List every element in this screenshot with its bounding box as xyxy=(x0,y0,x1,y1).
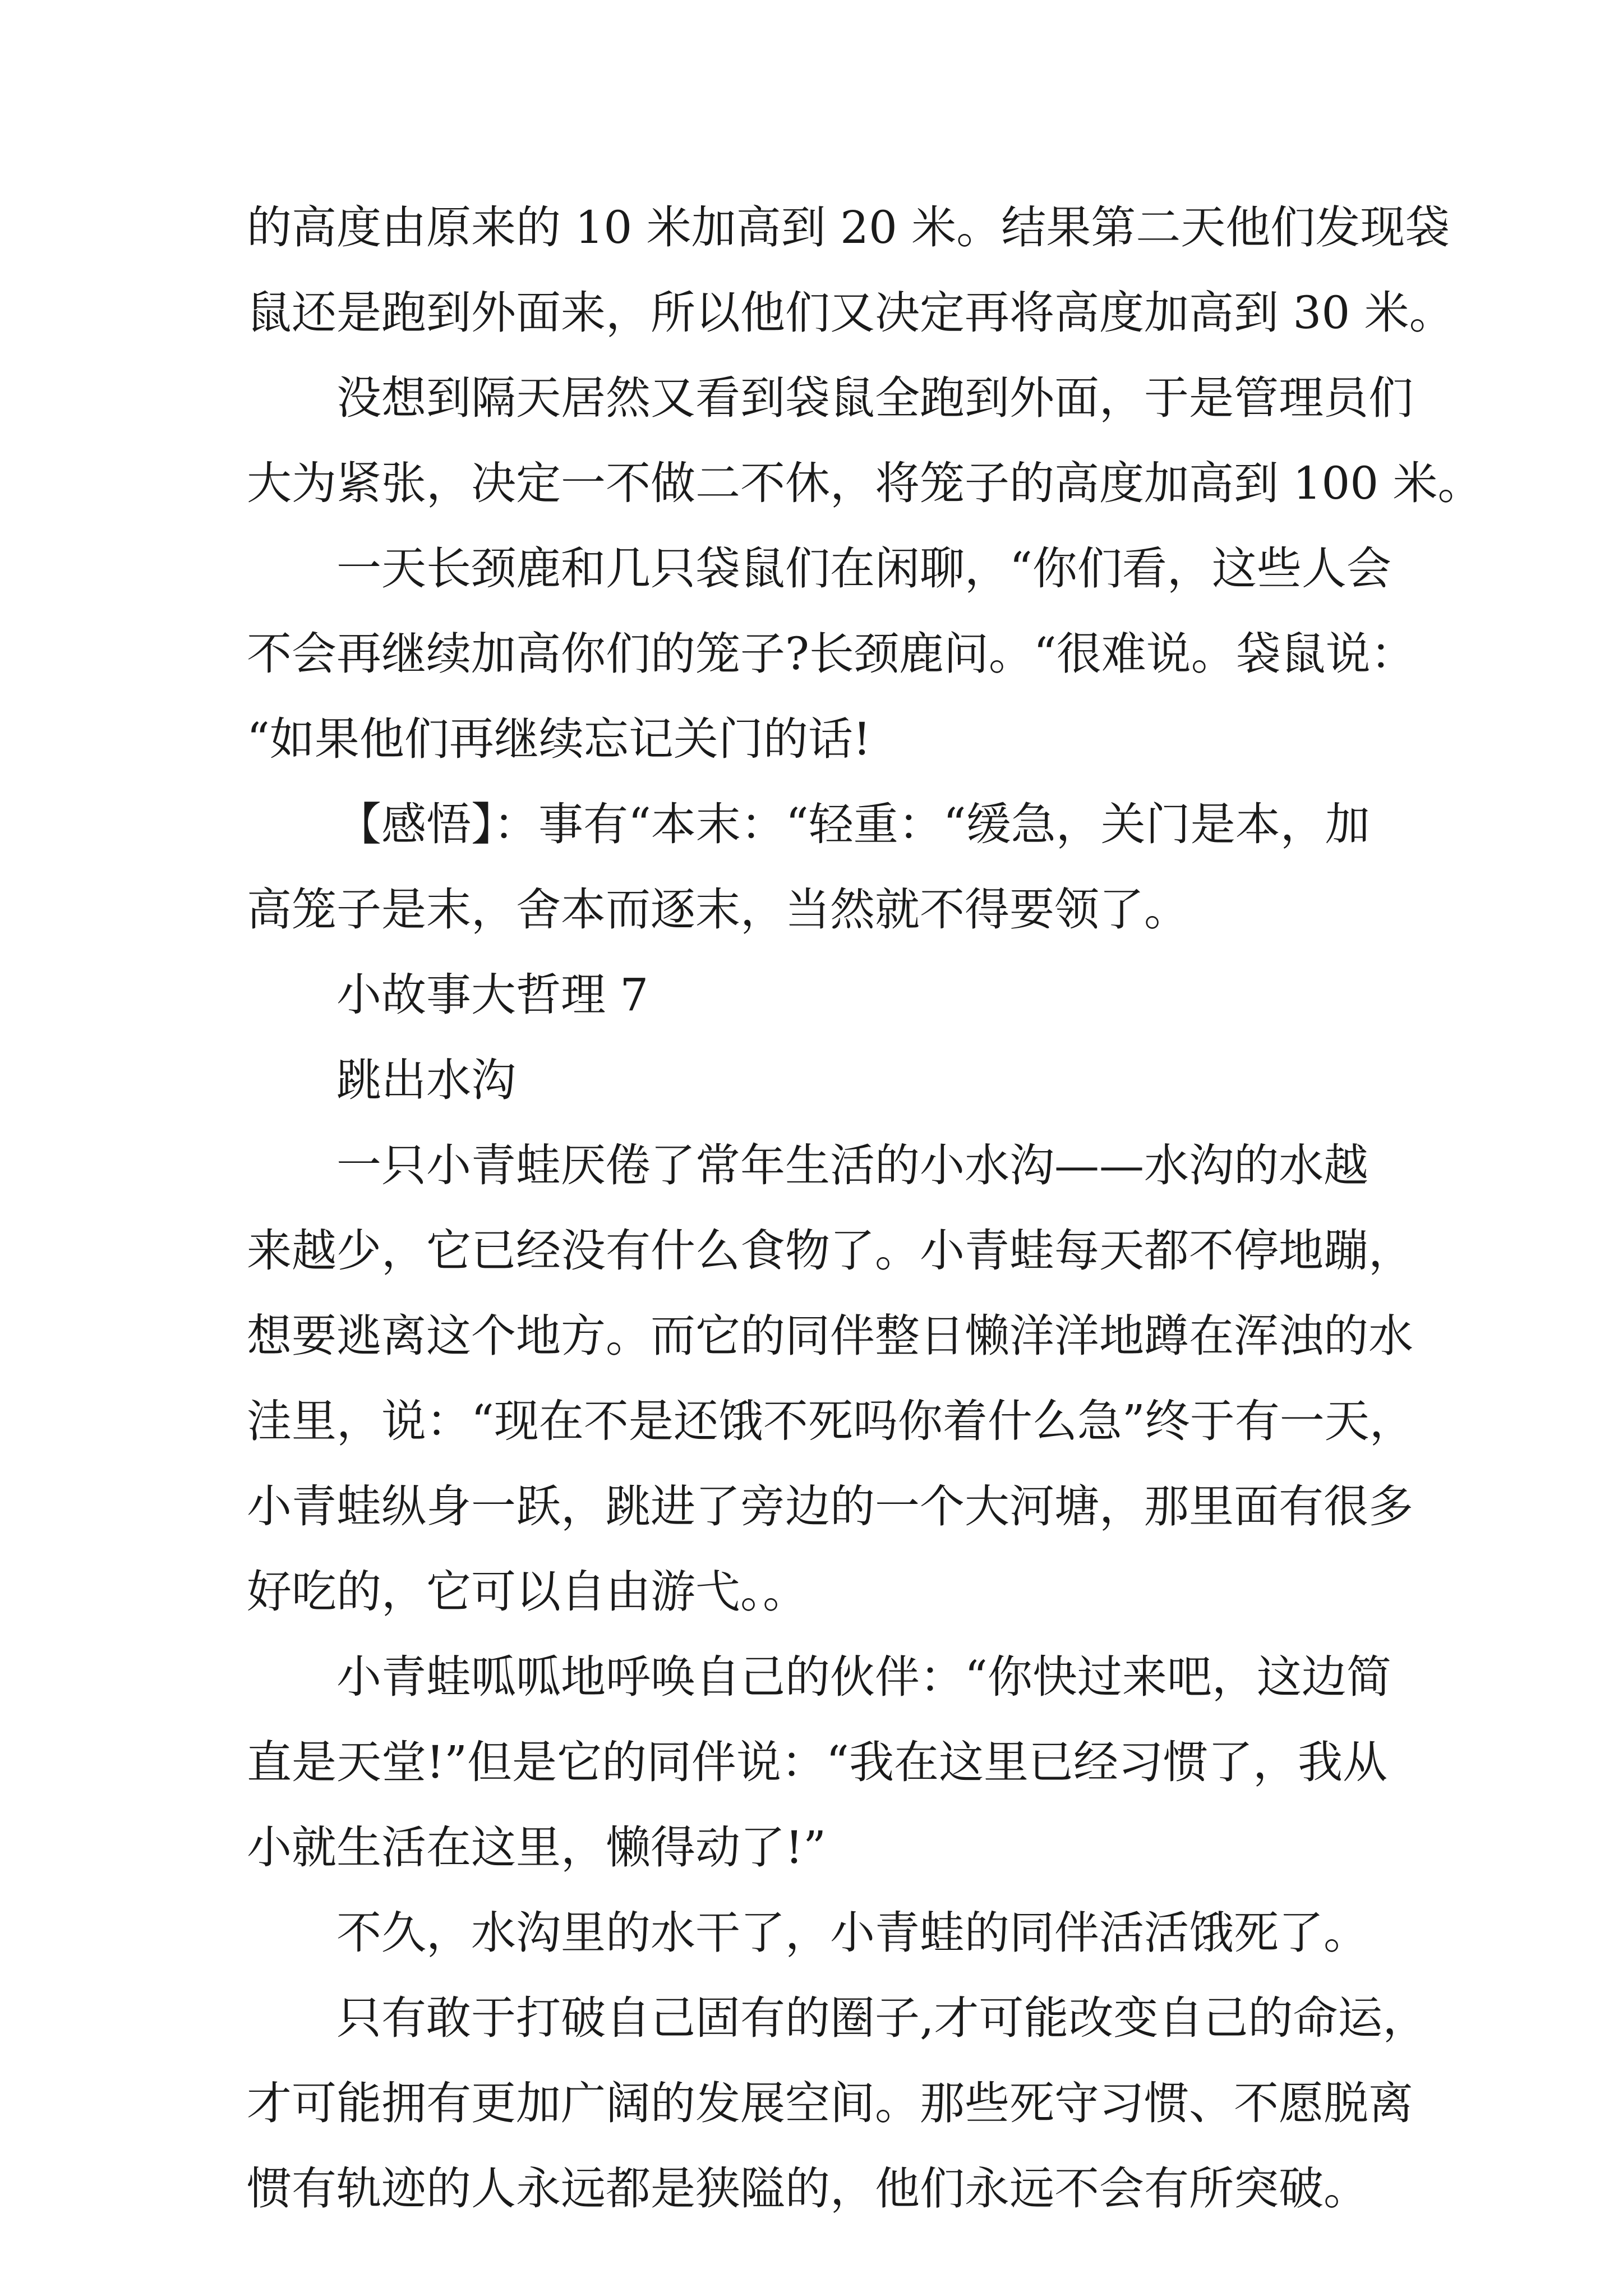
text-line: 来越少，它已经没有什么食物了。小青蛙每天都不停地蹦， xyxy=(247,1225,1413,1277)
text-line: 好吃的，它可以自由游弋。。 xyxy=(247,1566,808,1618)
text-line: 小故事大哲理 7 xyxy=(336,969,649,1021)
paragraph-10 xyxy=(247,1976,1428,2231)
text-line: 的高度由原来的 10 米加高到 20 米。结果第二天他们发现袋 xyxy=(247,201,1450,254)
text-line: 大为紧张，决定一不做二不休，将笼子的高度加高到 100 米。 xyxy=(247,457,1483,509)
paragraph-9 xyxy=(247,1890,1391,1976)
text-line: 【感悟】：事有“本末：“轻重：“缓急，关门是本，加 xyxy=(336,798,1370,850)
paragraph-1 xyxy=(247,185,1454,356)
text-line: 才可能拥有更加广阔的发展空间。那些死守习惯、不愿脱离 xyxy=(247,2077,1413,2129)
text-line: 不久，水沟里的水干了，小青蛙的同伴活活饿死了。 xyxy=(336,1907,1368,1959)
paragraph-8 xyxy=(247,1635,1391,1890)
text-line: 没想到隔天居然又看到袋鼠全跑到外面，于是管理员们 xyxy=(336,372,1413,424)
text-line: 一天长颈鹿和几只袋鼠们在闲聊，“你们看，这些人会 xyxy=(336,542,1391,595)
text-line: 洼里，说：“现在不是还饿不死吗你着什么急”终于有一天， xyxy=(247,1395,1414,1447)
text-line: 不会再继续加高你们的笼子?长颈鹿问。“很难说。袋鼠说： xyxy=(247,628,1415,680)
text-line: 小青蛙呱呱地呼唤自己的伙伴：“你快过来吧，这边简 xyxy=(336,1651,1391,1703)
paragraph-insight xyxy=(247,782,1391,953)
document-body xyxy=(247,185,1483,2231)
paragraph-7 xyxy=(247,1123,1414,1635)
text-line: 想要逃离这个地方。而它的同伴整日懒洋洋地蹲在浑浊的水 xyxy=(247,1310,1413,1362)
paragraph-3 xyxy=(247,526,1415,782)
text-line: “如果他们再继续忘记关门的话! xyxy=(247,713,872,765)
text-line: 鼠还是跑到外面来，所以他们又决定再将高度加高到 30 米。 xyxy=(247,287,1454,339)
text-line: 高笼子是末，舍本而逐末，当然就不得要领了。 xyxy=(247,884,1189,936)
paragraph-2 xyxy=(247,356,1483,526)
story-title xyxy=(247,1038,1391,1123)
text-line: 一只小青蛙厌倦了常年生活的小水沟——水沟的水越 xyxy=(336,1139,1368,1191)
text-line: 跳出水沟 xyxy=(336,1054,516,1106)
text-line: 小就生活在这里，懒得动了!” xyxy=(247,1821,827,1874)
text-line: 惯有轨迹的人永远都是狭隘的，他们永远不会有所突破。 xyxy=(247,2162,1368,2215)
text-line: 小青蛙纵身一跃，跳进了旁边的一个大河塘，那里面有很多 xyxy=(247,1480,1413,1533)
text-line: 直是天堂!”但是它的同伴说：“我在这里已经习惯了，我从 xyxy=(247,1736,1387,1788)
section-number-heading xyxy=(247,953,1391,1038)
text-line: 只有敢于打破自己固有的圈子,才可能改变自己的命运， xyxy=(336,1992,1428,2044)
